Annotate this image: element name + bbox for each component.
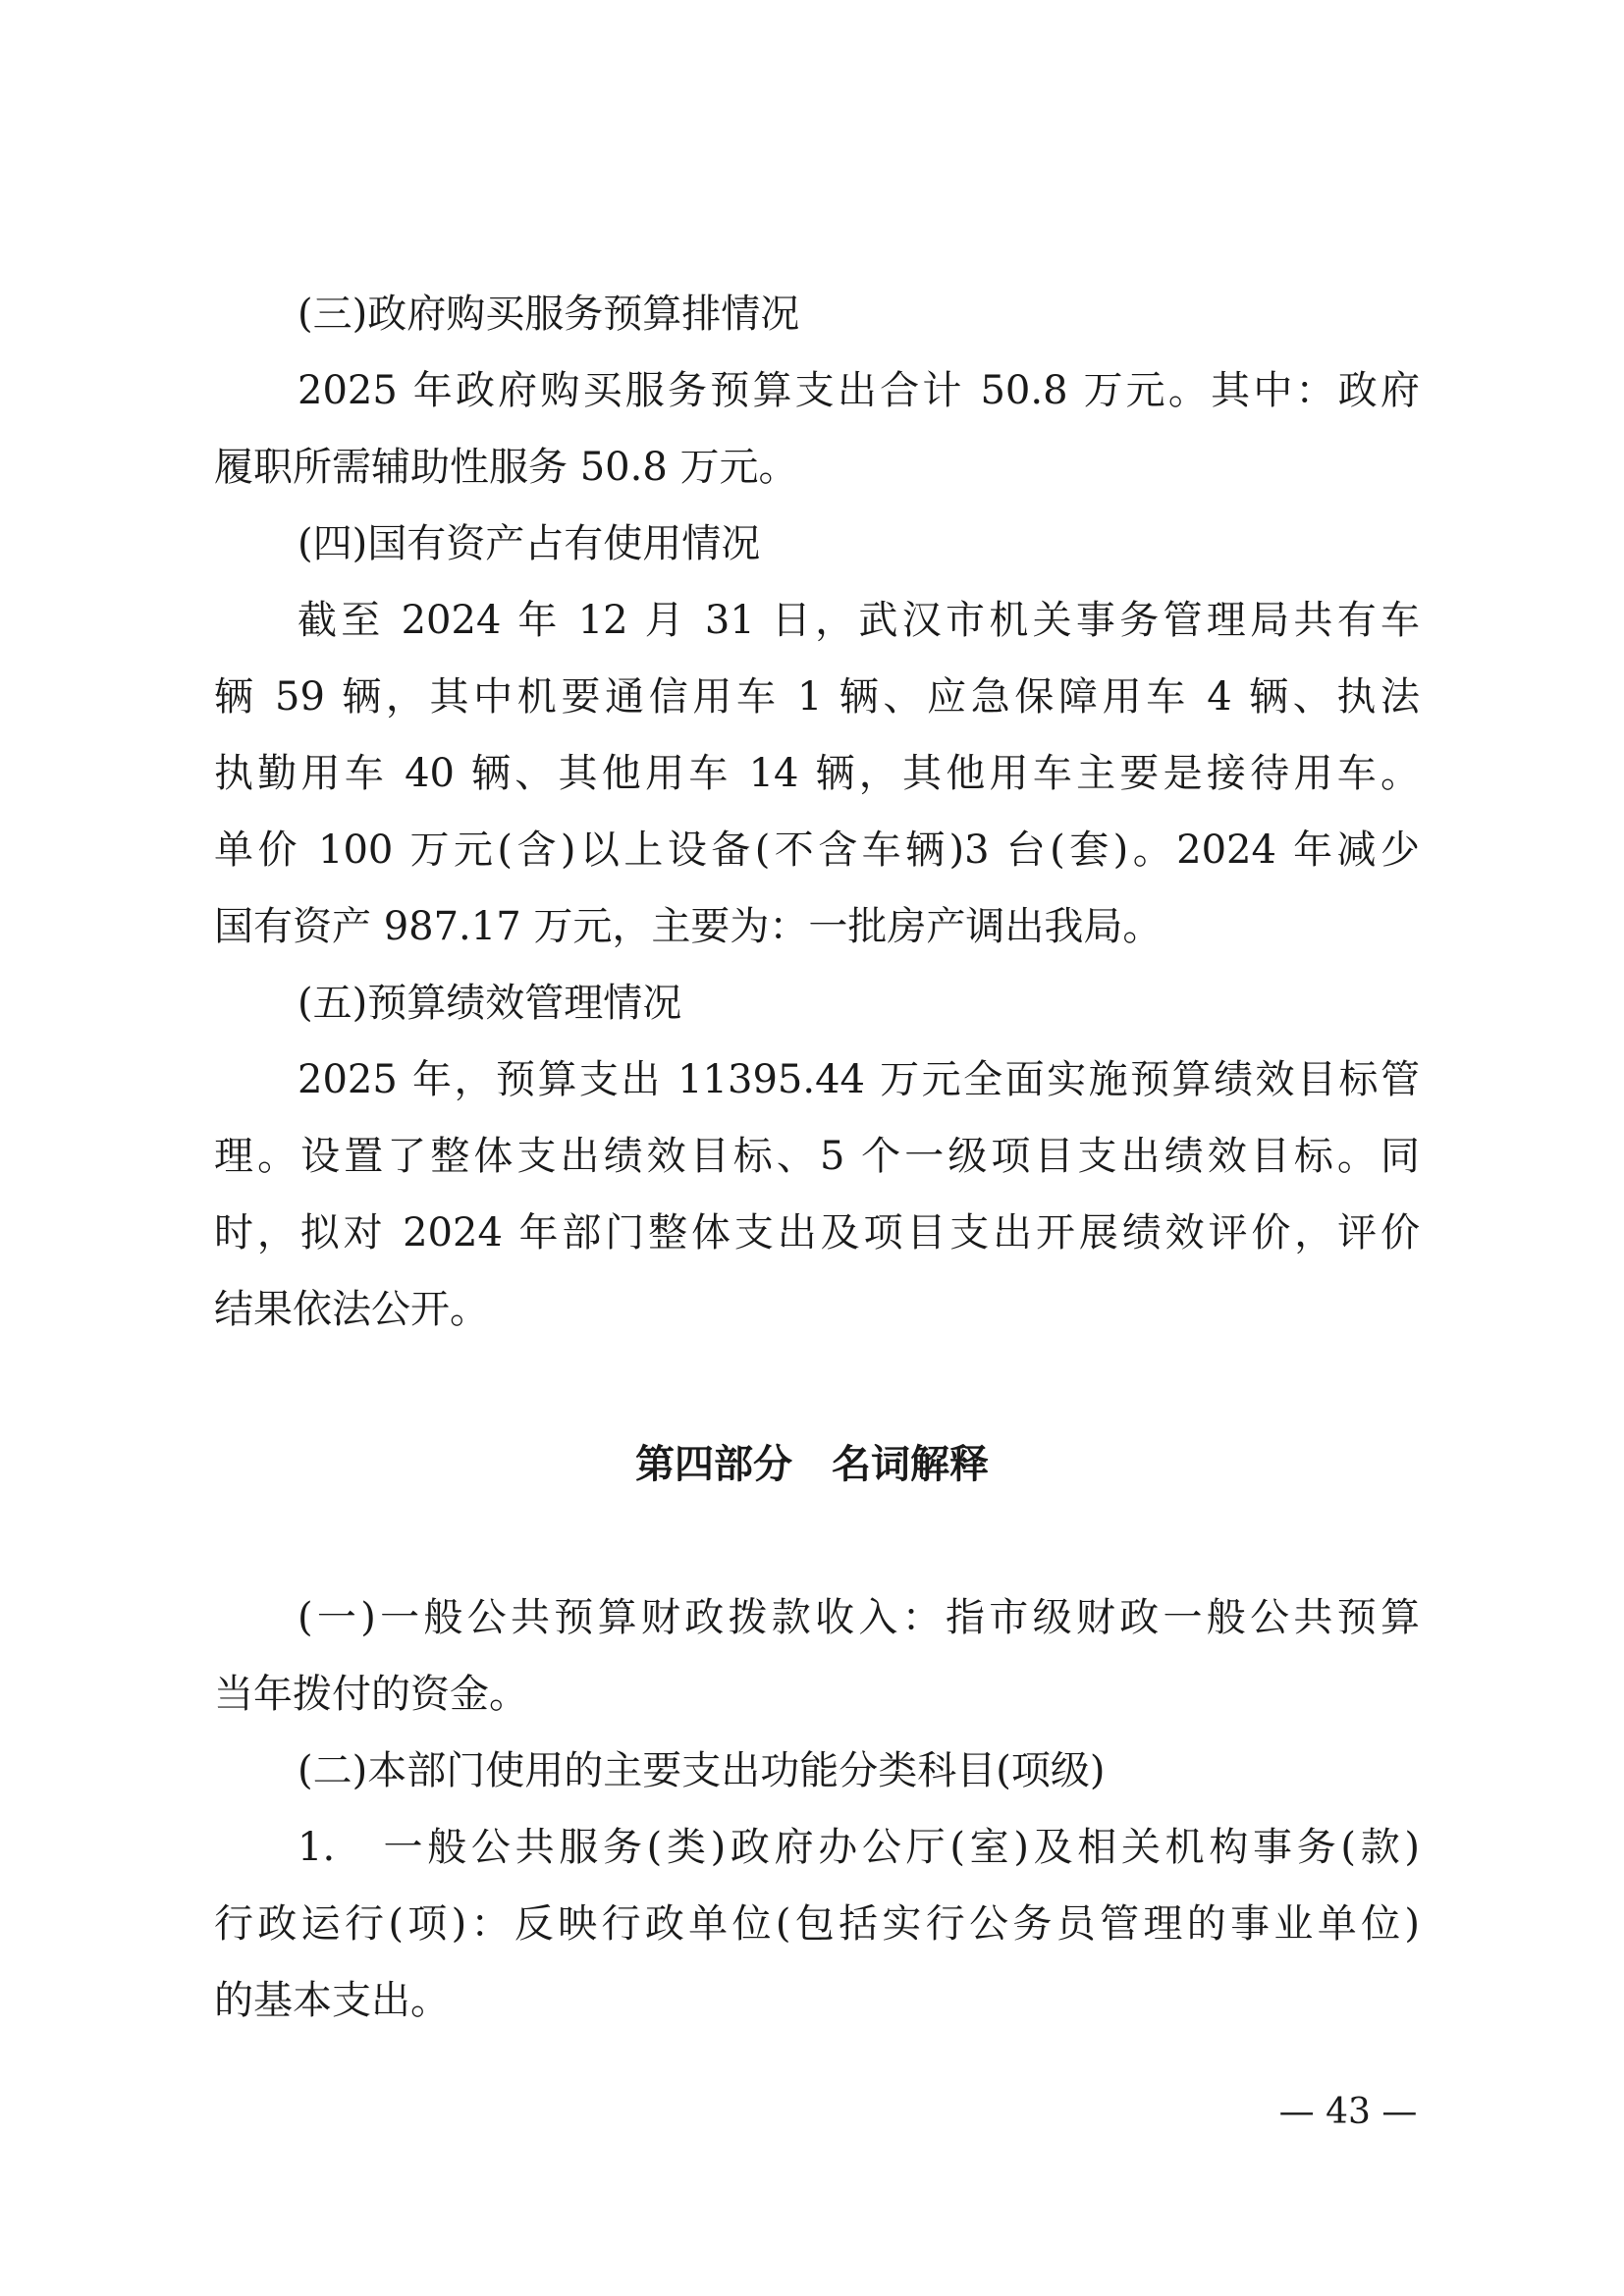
paragraph-line: 1. 一般公共服务(类)政府办公厅(室)及相关机构事务(款) bbox=[298, 1825, 1420, 1870]
paragraph-line: 执勤用车 40 辆、其他用车 14 辆，其他用车主要是接待用车。 bbox=[214, 751, 1420, 796]
paragraph-line: 国有资产 987.17 万元，主要为：一批房产调出我局。 bbox=[214, 904, 1163, 949]
paragraph-line: 行政运行(项)：反映行政单位(包括实行公务员管理的事业单位) bbox=[214, 1901, 1420, 1947]
paragraph-line: 的基本支出。 bbox=[214, 1978, 450, 2023]
subsection-heading-government-procurement: (三)政府购买服务预算排情况 bbox=[298, 292, 800, 337]
paragraph-line: 时，拟对 2024 年部门整体支出及项目支出开展绩效评价，评价 bbox=[214, 1210, 1420, 1255]
paragraph-line: 理。设置了整体支出绩效目标、5 个一级项目支出绩效目标。同 bbox=[214, 1134, 1420, 1179]
paragraph-line: 2025 年政府购买服务预算支出合计 50.8 万元。其中：政府 bbox=[298, 368, 1420, 413]
paragraph-line: 2025 年，预算支出 11395.44 万元全面实施预算绩效目标管 bbox=[298, 1057, 1420, 1102]
page-number: — 43 — bbox=[1278, 2092, 1418, 2132]
paragraph-line: 当年拨付的资金。 bbox=[214, 1672, 528, 1717]
subsection-heading-expenditure-classification: (二)本部门使用的主要支出功能分类科目(项级) bbox=[298, 1748, 1106, 1793]
subsection-heading-performance-management: (五)预算绩效管理情况 bbox=[298, 981, 682, 1026]
paragraph-line: 截至 2024 年 12 月 31 日，武汉市机关事务管理局共有车 bbox=[298, 598, 1420, 643]
section-heading: 第四部分 名词解释 bbox=[635, 1442, 989, 1487]
paragraph-line: 结果依法公开。 bbox=[214, 1287, 489, 1332]
paragraph-line: (一)一般公共预算财政拨款收入：指市级财政一般公共预算 bbox=[298, 1595, 1420, 1640]
subsection-heading-state-assets: (四)国有资产占有使用情况 bbox=[298, 521, 761, 566]
paragraph-line: 履职所需辅助性服务 50.8 万元。 bbox=[214, 445, 798, 490]
paragraph-line: 单价 100 万元(含)以上设备(不含车辆)3 台(套)。2024 年减少 bbox=[214, 828, 1420, 873]
paragraph-line: 辆 59 辆，其中机要通信用车 1 辆、应急保障用车 4 辆、执法 bbox=[214, 674, 1420, 720]
